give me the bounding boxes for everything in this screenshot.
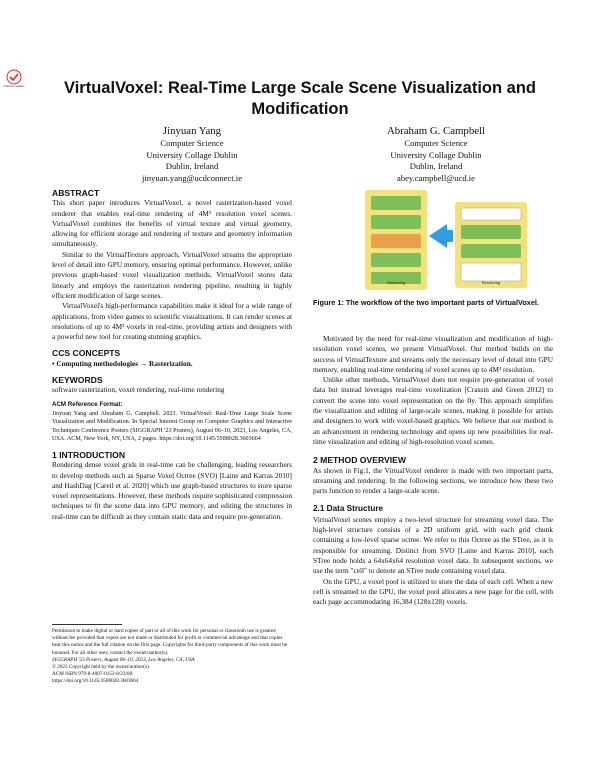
paper-title: VirtualVoxel: Real-Time Large Scale Scene Visualization and Modification xyxy=(64,79,536,118)
right-para-1: Motivated by the need for real-time visualization and modification of high-resolution voxel scenes, we present VirtualVoxel. Our method builds on the success of VirtualTexture and streams only the necessary level of detail into GPU memory, enabling real-time rendering of voxel scenes up to 4M³ resolution. xyxy=(313,334,553,374)
right-column xyxy=(313,298,553,607)
doi-link[interactable]: https://doi.org/10.1145/3588028.3603664 xyxy=(52,678,139,685)
streaming-label: Streaming xyxy=(386,280,406,285)
figure-caption: Figure 1: The workflow of the two important parts of VirtualVoxel. xyxy=(313,298,539,307)
reference-heading: ACM Reference Format: xyxy=(52,400,123,408)
keywords-heading: KEYWORDS xyxy=(52,375,103,386)
keywords-text: software rasterization, voxel rendering, real-time rendering xyxy=(52,385,225,395)
stream-step-4 xyxy=(371,253,421,267)
author-institution: University Collage Dublin xyxy=(146,149,238,160)
data-structure-para-1: VirtualVoxel scenes employ a two-level structure for streaming voxel data. The high-level structure consists of a 2D uniform grid, with each grid chunk containing a low-level sparse octree. We refer to this Octree as the STree, as it is responsible for streaming. Distinct from SVO [Laine and Karras 2010], each STree node holds a 64x64x64 resolution voxel data. In subsequent sections, we use the term "cell" to denote an STree node containing voxel data. xyxy=(313,514,553,576)
stream-step-3 xyxy=(371,234,421,248)
author-email[interactable]: jinyuan.yang@ucdconnect.ie xyxy=(141,172,243,183)
permission-block xyxy=(52,628,292,686)
acm-badge-icon xyxy=(2,68,26,92)
render-step-1 xyxy=(461,208,521,220)
author-email[interactable]: abey.campbell@ucd.ie xyxy=(397,172,475,183)
venue-text: SIGGRAPH '23 Posters, August 06–10, 2023, Los Angeles, CA, USA xyxy=(52,656,195,663)
intro-text: Rendering dense voxel grids in real-time can be challenging, leading researchers to develop methods such as Sparse Voxel Octree (SVO) [Laine and Karras 2010] and HashDag [Careil et al. 2020] which use graph-based structures to store sparse voxel representations. However, these methods require sophisticated compression techniques to fit the scene data into GPU memory, and editing the structures in real-time can be difficult as they contain static data and require pre-generation. xyxy=(52,460,292,521)
author-block-2 xyxy=(336,125,536,184)
render-step-3 xyxy=(461,244,521,258)
render-step-2 xyxy=(461,225,521,239)
check-for-updates-badge[interactable] xyxy=(2,68,26,92)
badge-text: Check for updates xyxy=(3,85,25,88)
workflow-figure xyxy=(313,188,550,295)
data-structure-heading: 2.1 Data Structure xyxy=(313,504,384,514)
author-dept: Computer Science xyxy=(160,138,224,148)
reference-text: Jinyuan Yang and Abraham G. Campbell. 2023. VirtualVoxel: Real-Time Large Scale Scene Visualization and Modification. In Special Interest Group on Computer Graphics and Interactive Techniques Conference Posters (SIGGRAPH '23 Posters), August 06–10, 2023, Los Angeles, CA, USA. ACM, New York, NY, USA, 2 pages. https://doi.org/10.1145/3588028.3603664 xyxy=(52,410,292,443)
method-text: As shown in Fig.1, the VirtualVoxel renderer is made with two important parts, streaming and rendering. In the following sections, we introduce how these two parts function to render a large-scale scene. xyxy=(313,465,553,496)
author-institution: University Collage Dublin xyxy=(390,149,482,160)
author-block-1 xyxy=(92,125,292,184)
workflow-diagram xyxy=(313,188,550,295)
copyright-text: © 2023 Copyright held by the owner/author(s). xyxy=(52,664,151,671)
ccs-heading: CCS CONCEPTS xyxy=(52,348,121,359)
intro-heading: 1 INTRODUCTION xyxy=(52,449,126,460)
author-dept: Computer Science xyxy=(404,138,468,148)
ccs-text: • Computing methodologies → Rasterization. xyxy=(52,358,193,368)
author-city: Dublin, Ireland xyxy=(409,161,463,172)
render-step-4 xyxy=(461,263,521,281)
author-name: Jinyuan Yang xyxy=(162,125,222,137)
rendering-label: Rendering xyxy=(481,280,501,285)
flow-arrow-icon xyxy=(429,224,453,248)
stream-step-1 xyxy=(371,196,421,210)
left-column xyxy=(52,188,292,522)
stream-step-2 xyxy=(371,215,421,229)
footnote-rule xyxy=(52,624,122,625)
abstract-heading: ABSTRACT xyxy=(52,188,100,198)
method-heading: 2 METHOD OVERVIEW xyxy=(313,455,406,466)
author-city: Dublin, Ireland xyxy=(165,161,219,172)
abstract-para-3: VirtualVoxel's high-performance capabilities make it ideal for a wide range of applications, from video games to scientific visualizations. It can render scenes at resolutions of up to 4M³ voxels in real-time, providing artists and designers with a powerful new tool for creating stunning graphics. xyxy=(52,301,292,342)
right-para-2: Unlike other methods, VirtualVoxel does not require pre-generation of voxel data but instead leverages real-time voxelization [Crassin and Green 2012] to convert the scene into voxel representation on the fly. This approach simplifies the visualization and editing of large-scale scenes, making it possible for artists and designers to work with voxel-based graphics. We believe that our method is an advancement in rendering technology and opens up new possibilities for real-time visualization and editing of high-resolution voxel scenes. xyxy=(313,375,553,446)
abstract-para-2: Similar to the VirtualTexture approach, VirtualVoxel streams the appropriate level of detail into GPU memory, ensuring optimal performance. However, unlike previous graph-based voxel visualization methods, VirtualVoxel stores data linearly and employs the rasterization rendering pipeline, resulting in highly efficient modification of large scenes. xyxy=(52,249,292,300)
author-name: Abraham G. Campbell xyxy=(386,125,486,137)
isbn-text: ACM ISBN 979-8-4007-0152-8/23/08. xyxy=(52,671,134,678)
permission-text: Permission to make digital or hard copies of part or all of this work for personal or classroom use is granted without fee provided that copies are not made or distributed for profit or commercial advantage and that copies bear this notice and the full citation on the first page. Copyrights for third-party components of this work must be honored. For all other uses, contact the owner/author(s). xyxy=(52,628,288,656)
abstract-para-1: This short paper introduces VirtualVoxel, a novel rasterization-based voxel renderer that enables real-time rendering of 4M³ resolution voxel scenes. VirtualVoxel combines the benefits of virtual texture and virtual geometry, allowing for efficient storage and rendering of texture and geometry information simultaneously. xyxy=(52,198,292,249)
data-structure-para-2: On the GPU, a voxel pool is utilized to store the data of each cell. When a new cell is streamed to the GPU, the voxel pool allocates a new page for the cell, with each page accommodating 16,384 (128x128) voxels. xyxy=(313,576,553,607)
